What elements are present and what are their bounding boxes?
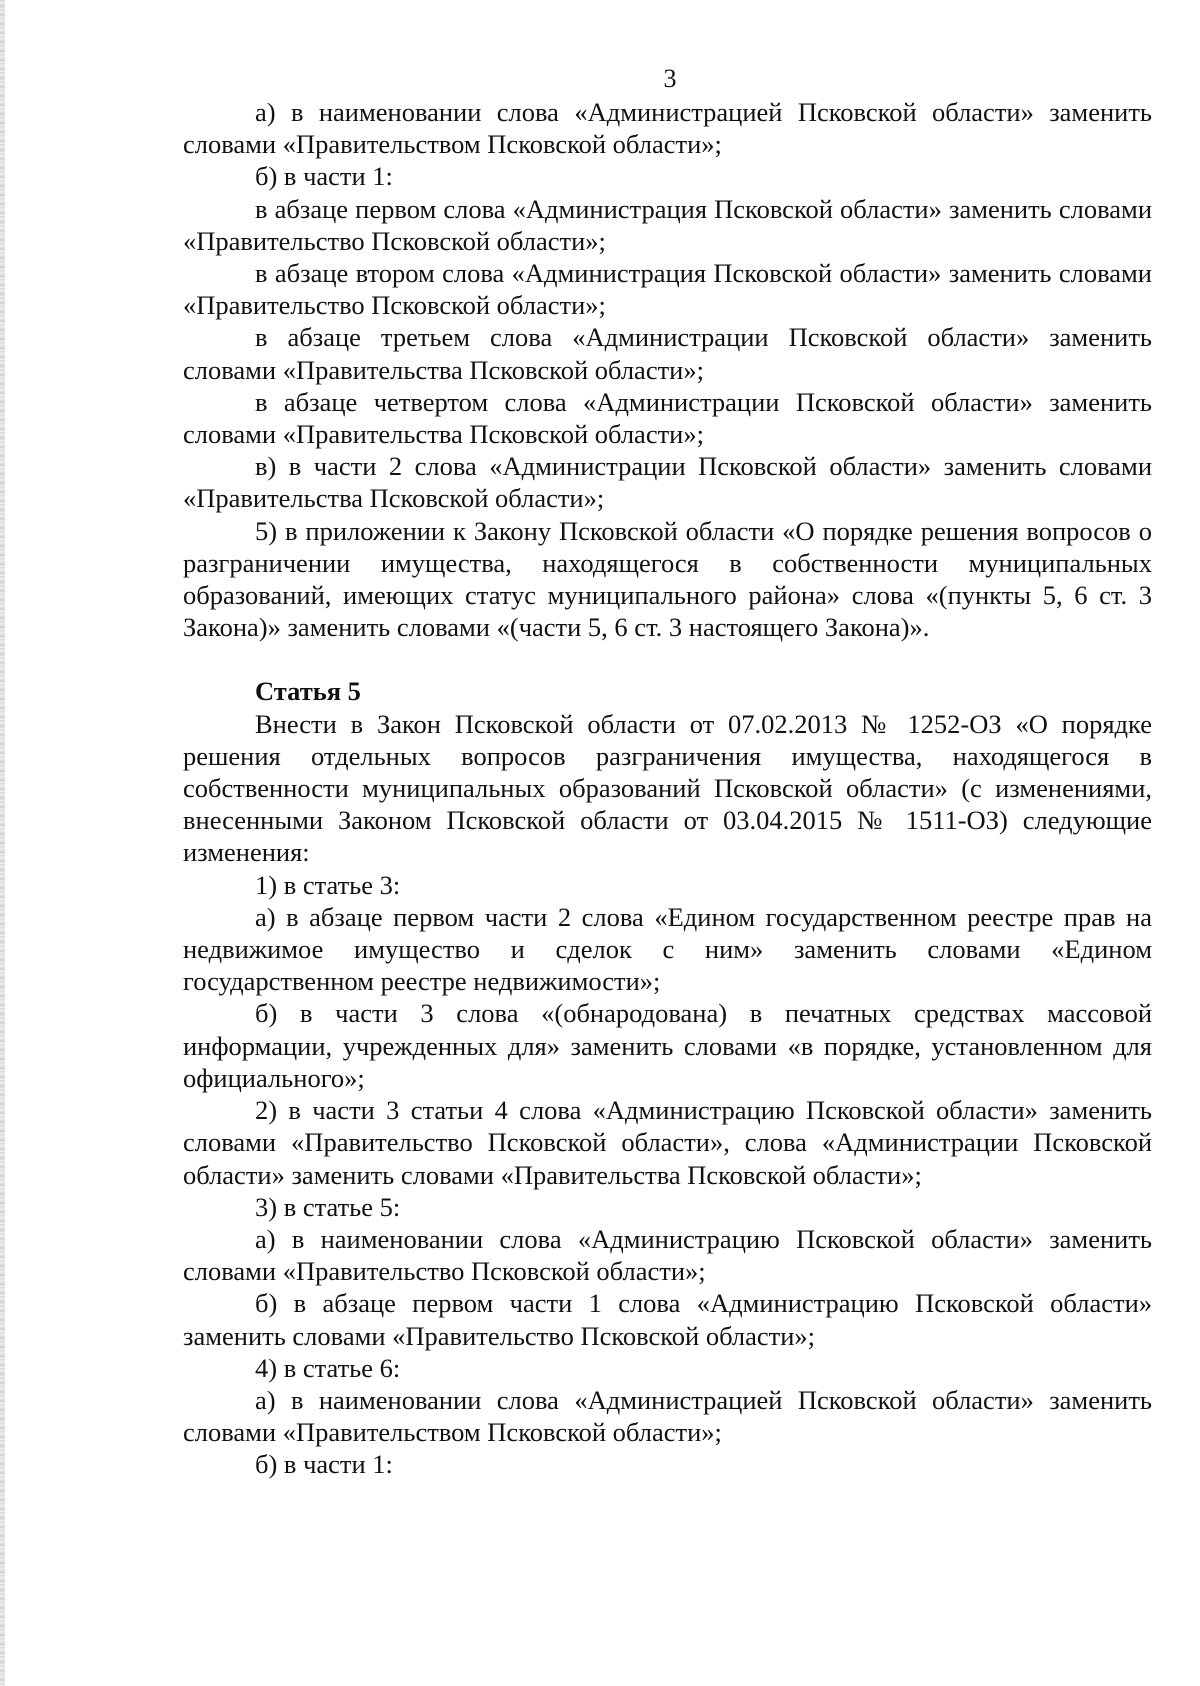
paragraph: б) в части 1: bbox=[255, 161, 393, 192]
article-heading: Статья 5 bbox=[255, 676, 361, 707]
paragraph: 1) в статье 3: bbox=[255, 869, 401, 900]
paragraph: в абзаце четвертом слова «Администрации Псковской области» заменить словами «Правительства Псковской области»; bbox=[183, 386, 1152, 450]
paragraph: 5) в приложении к Закону Псковской области «О порядке решения вопросов о разграничении имущества, находящегося в собственности муниципальных образований, имеющих статус муниципального района» слова «(пункты 5, 6 ст. 3 Закона)» заменить словами «(части 5, 6 ст. 3 настоящего Закона)». bbox=[183, 515, 1152, 643]
paragraph: в абзаце втором слова «Администрация Псковской области» заменить словами «Правительство Псковской области»; bbox=[183, 258, 1152, 321]
page-number: 3 bbox=[663, 64, 677, 93]
paragraph: а) в наименовании слова «Администрацию Псковской области» заменить словами «Правительство Псковской области»; bbox=[183, 1223, 1152, 1287]
document-body bbox=[183, 96, 1152, 1481]
paragraph: а) в наименовании слова «Администрацией Псковской области» заменить словами «Правительством Псковской области»; bbox=[183, 97, 1152, 160]
paragraph: б) в части 1: bbox=[255, 1449, 393, 1480]
paragraph: б) в абзаце первом части 1 слова «Администрацию Псковской области» заменить словами «Правительство Псковской области»; bbox=[183, 1288, 1152, 1351]
paragraph: 3) в статье 5: bbox=[255, 1191, 401, 1222]
scan-edge-artifact bbox=[0, 0, 5, 1686]
paragraph: 2) в части 3 статьи 4 слова «Администрацию Псковской области» заменить словами «Правительство Псковской области», слова «Администрации Псковской области» заменить словами «Правительства Псковской области»; bbox=[183, 1095, 1152, 1190]
paragraph: а) в абзаце первом части 2 слова «Едином государственном реестре прав на недвижимое имущество и сделок с ним» заменить словами «Едином государственном реестре недвижимости»; bbox=[183, 901, 1152, 997]
paragraph: Внести в Закон Псковской области от 07.02.2013 № 1252-ОЗ «О порядке решения отдельных вопросов разграничения имущества, находящегося в собственности муниципальных образований Псковской области» (с изменениями, внесенными Законом Псковской области от 03.04.2015 № 1511-ОЗ) следующие изменения: bbox=[183, 708, 1152, 868]
paragraph: в абзаце первом слова «Администрация Псковской области» заменить словами «Правительство Псковской области»; bbox=[183, 193, 1152, 256]
paragraph: в абзаце третьем слова «Администрации Псковской области» заменить словами «Правительства Псковской области»; bbox=[183, 322, 1152, 385]
paragraph: б) в части 3 слова «(обнародована) в печатных средствах массовой информации, учрежденных для» заменить словами «в порядке, установленном для официального»; bbox=[183, 998, 1152, 1093]
paragraph: в) в части 2 слова «Администрации Псковской области» заменить словами «Правительства Псковской области»; bbox=[183, 451, 1152, 514]
section-spacer bbox=[183, 643, 1152, 675]
paragraph: а) в наименовании слова «Администрацией Псковской области» заменить словами «Правительством Псковской области»; bbox=[183, 1384, 1152, 1448]
paragraph: 4) в статье 6: bbox=[255, 1352, 401, 1383]
